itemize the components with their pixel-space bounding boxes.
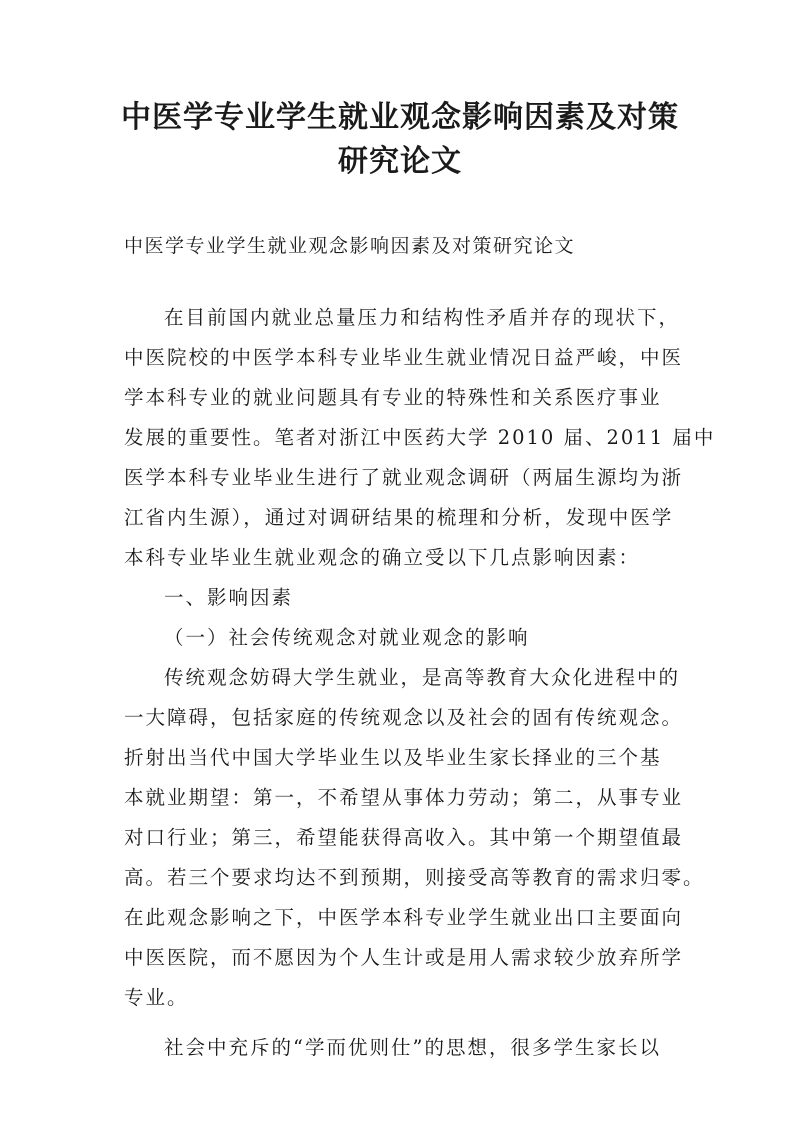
body-line: 高。若三个要求均达不到预期，则接受高等教育的需求归零。: [124, 866, 705, 889]
section-heading: 一、影响因素: [164, 586, 294, 609]
body-line: 中医院校的中医学本科专业毕业生就业情况日益严峻，中医: [124, 346, 684, 369]
body-line: 在目前国内就业总量压力和结构性矛盾并存的现状下，: [164, 306, 681, 329]
body-line: 折射出当代中国大学毕业生以及毕业生家长择业的三个基: [124, 746, 662, 769]
document-title: [110, 96, 690, 184]
body-line: 传统观念妨碍大学生就业，是高等教育大众化进程中的: [164, 666, 681, 689]
body-line: 学本科专业的就业问题具有专业的特殊性和关系医疗事业: [124, 386, 662, 409]
title-line-2: 研究论文: [338, 144, 462, 179]
body-line: 在此观念影响之下，中医学本科专业学生就业出口主要面向: [124, 906, 684, 929]
body-line: 医学本科专业毕业生进行了就业观念调研（两届生源均为浙: [124, 466, 684, 489]
body-line: 对口行业；第三，希望能获得高收入。其中第一个期望值最: [124, 826, 684, 849]
body-line: 本就业期望：第一，不希望从事体力劳动；第二，从事专业: [124, 786, 684, 809]
title-line-1: 中医学专业学生就业观念影响因素及对策: [121, 100, 679, 135]
body-line: 社会中充斥的“学而优则仕”的思想，很多学生家长以: [164, 1036, 661, 1059]
document-subtitle: 中医学专业学生就业观念影响因素及对策研究论文: [124, 235, 576, 257]
body-line: 江省内生源），通过对调研结果的梳理和分析，发现中医学: [124, 506, 674, 529]
body-line: 中医医院，而不愿因为个人生计或是用人需求较少放弃所学: [124, 946, 684, 969]
body-line: 本科专业毕业生就业观念的确立受以下几点影响因素：: [124, 546, 641, 569]
body-line: 一大障碍，包括家庭的传统观念以及社会的固有传统观念。: [124, 706, 684, 729]
body-line: 发展的重要性。笔者对浙江中医药大学 2010 届、2011 届中: [124, 426, 716, 449]
body-line: 专业。: [124, 986, 189, 1009]
subsection-heading: （一）社会传统观念对就业观念的影响: [164, 626, 530, 649]
